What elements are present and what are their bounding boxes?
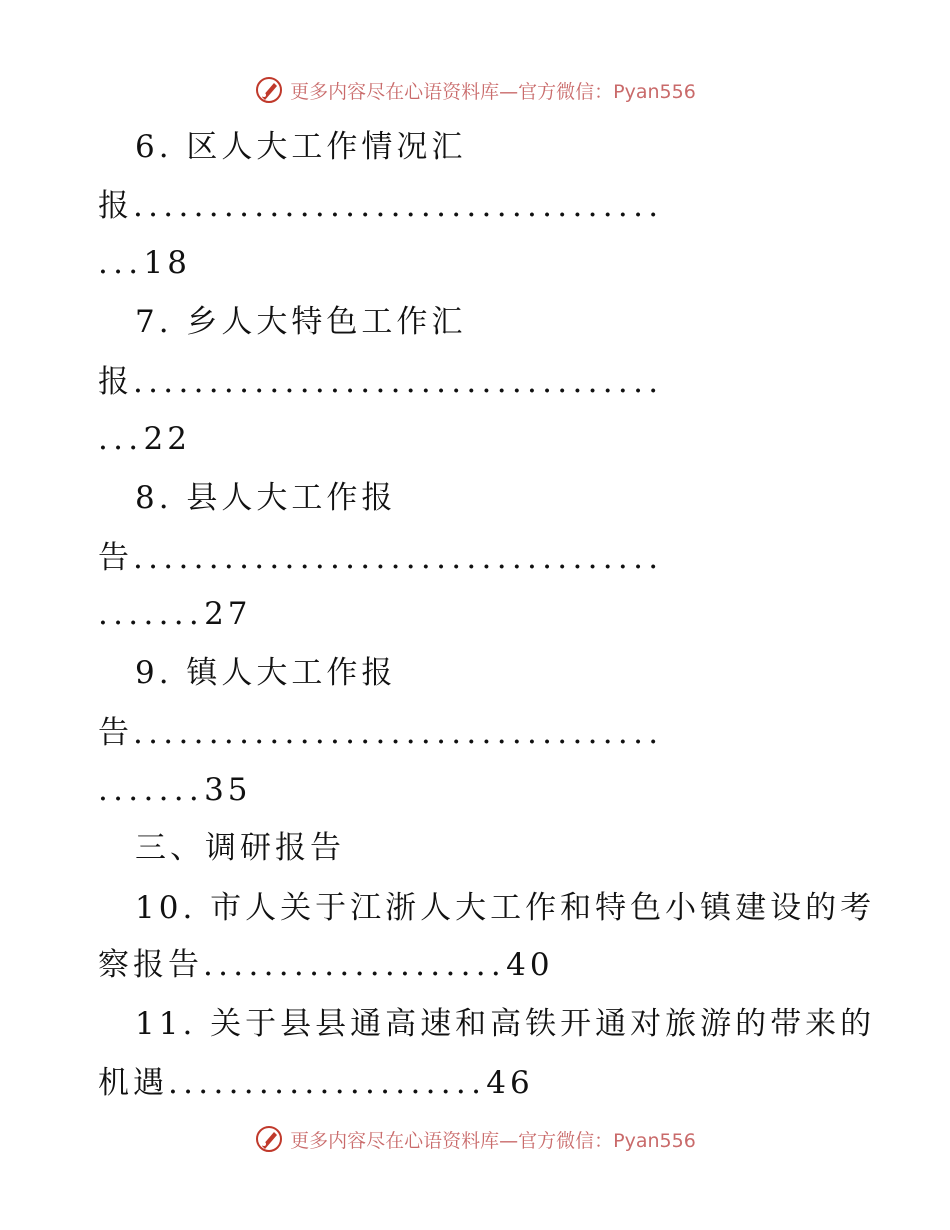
toc-entry-title: 11. 关于县县通高速和高铁开通对旅游的带来的 (135, 1006, 876, 1042)
toc-entry-title: 9. 镇人大工作报 (135, 655, 397, 691)
watermark-text: 更多内容尽在心语资料库—官方微信：Pyan556 (290, 80, 696, 103)
pen-logo-icon (254, 1124, 284, 1154)
toc-entry-title: 8. 县人大工作报 (135, 480, 397, 516)
watermark-footer (0, 1121, 950, 1157)
toc-entry-title: 10. 市人关于江浙人大工作和特色小镇建设的考 (135, 890, 876, 926)
toc-entry-leader: 报................................... (98, 188, 664, 224)
watermark-header (0, 72, 950, 108)
page-number: 46 (486, 1065, 534, 1101)
toc-entry-title: 7. 乡人大特色工作汇 (135, 304, 467, 340)
watermark-text: 更多内容尽在心语资料库—官方微信：Pyan556 (290, 1129, 696, 1152)
page-number: 27 (204, 596, 252, 632)
toc-entry-title: 6. 区人大工作情况汇 (135, 129, 467, 165)
toc-entry-leader: 告................................... (98, 540, 664, 576)
toc-entry-page-line: .......35 (98, 772, 252, 808)
pen-logo-icon (254, 75, 284, 105)
page-number: 22 (143, 421, 191, 457)
toc-entry-page-line: ...22 (98, 421, 191, 457)
toc-entry-page-line: .......27 (98, 596, 252, 632)
page-number: 40 (506, 947, 554, 983)
toc-entry-page-line: ...18 (98, 245, 191, 281)
toc-entry-leader: 报................................... (98, 364, 664, 400)
section-heading: 三、调研报告 (135, 830, 345, 866)
toc-entry-page-line: 察报告....................40 (98, 947, 554, 983)
page-number: 18 (143, 245, 191, 281)
page-number: 35 (204, 772, 252, 808)
toc-entry-page-line: 机遇.....................46 (98, 1065, 534, 1101)
toc-entry-leader: 告................................... (98, 715, 664, 751)
